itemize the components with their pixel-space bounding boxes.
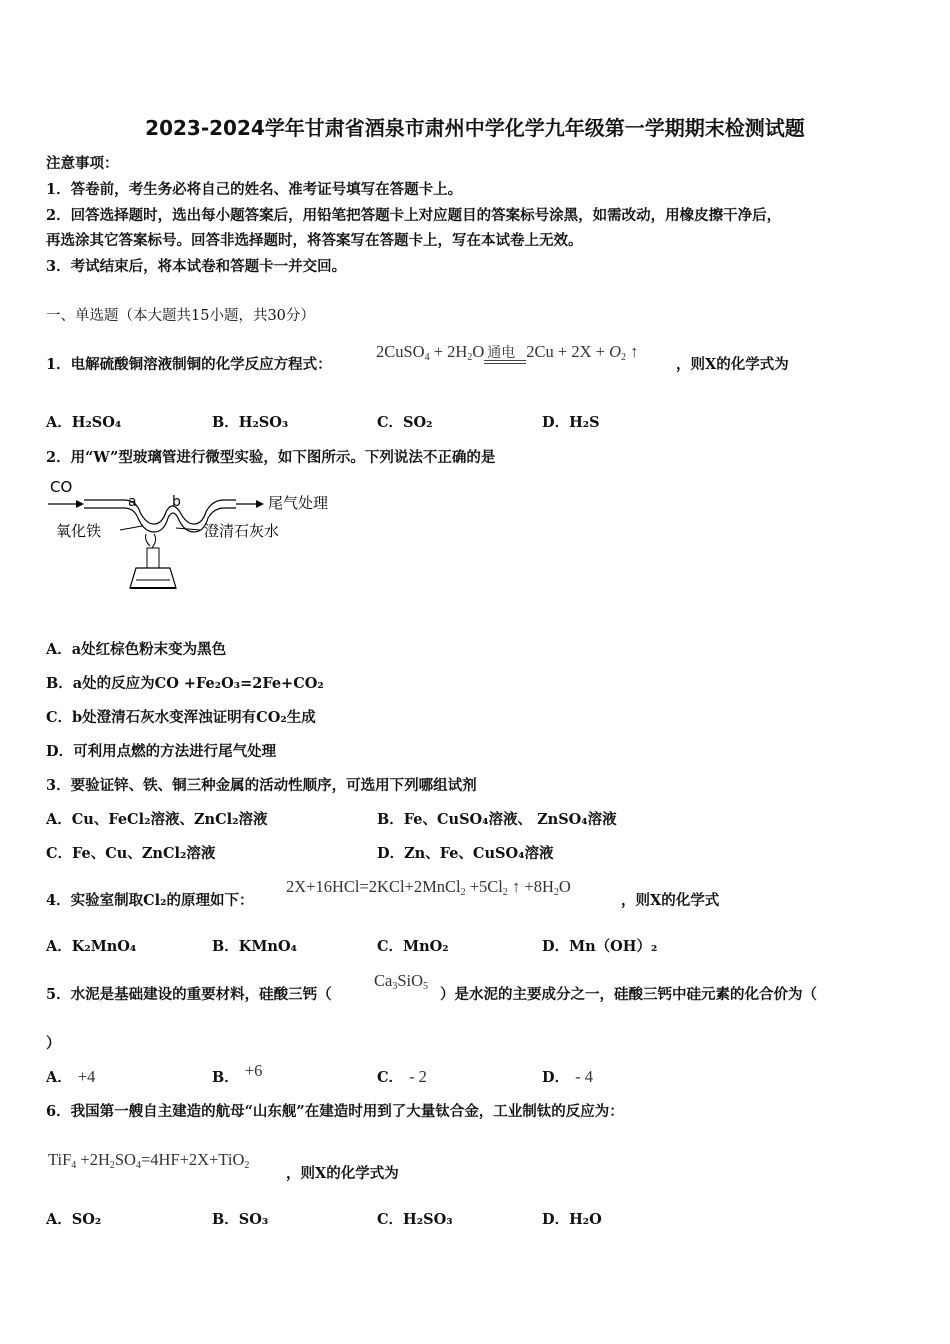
q6-option-c[interactable]: C．H₂SO₃ [377,1211,453,1228]
limewater-pointer [176,528,200,530]
q5-option-a[interactable]: A． +4 [46,1067,96,1086]
label-b: b [172,494,181,510]
q4-stem: 4．实验室制取Cl₂的原理如下： [46,892,254,909]
q4-option-a[interactable]: A．K₂MnO₄ [46,938,137,955]
section-heading: 一、单选题（本大题共15小题，共30分） [46,308,315,324]
notice-item: 2．回答选择题时，选出每小题答案后，用铅笔把答题卡上对应题目的答案标号涂黑，如需改动，用橡皮擦干净后， [46,207,782,224]
q1-tail: ，则X的化学式为 [676,356,789,373]
label-a: a [128,494,137,510]
flame-icon [146,534,156,548]
q1-option-b[interactable]: B．H₂SO₃ [212,414,289,431]
q5-option-b[interactable]: B． +6 [212,1061,263,1086]
q2-option-a[interactable]: A．a处红棕色粉末变为黑色 [46,641,227,658]
q1-option-c[interactable]: C．SO₂ [377,414,433,431]
q5-tail: ）是水泥的主要成分之一，硅酸三钙中硅元素的化合价为（ [440,986,817,1003]
q4-tail: ，则X的化学式 [621,892,720,909]
alcohol-lamp-icon [130,568,176,588]
w-tube-diagram [46,476,346,606]
iron-oxide-label: 氧化铁 [56,522,102,540]
q1-equation: 2CuSO$_4$ + $2H_2O$ 通电 $2Cu + 2X + O_2$ ↑ [376,342,639,363]
q3-option-d[interactable]: D．Zn、Fe、CuSO₄溶液 [377,845,554,862]
q6-tail: ，则X的化学式为 [286,1165,399,1182]
q2-option-d[interactable]: D．可利用点燃的方法进行尾气处理 [46,743,277,760]
q1-condition: 通电 [487,346,516,361]
notice-heading: 注意事项： [46,155,119,172]
q6-stem: 6．我国第一艘自主建造的航母“山东舰”在建造时用到了大量钛合金，工业制钛的反应为： [46,1103,624,1120]
q6-equation: $TiF_4 +2H_2SO_4=4HF+2X+TiO_2$ [48,1150,250,1171]
q5-option-d[interactable]: D． - 4 [542,1067,593,1086]
q5-option-c[interactable]: C． - 2 [377,1067,427,1086]
q2-stem: 2．用“W”型玻璃管进行微型实验，如下图所示。下列说法不正确的是 [46,449,496,466]
iron-oxide-pointer [120,526,142,530]
limewater-label: 澄清石灰水 [204,522,280,540]
q5-close: ） [46,1035,61,1052]
q4-option-d[interactable]: D．Mn（OH）₂ [542,938,658,955]
q2-option-c[interactable]: C．b处澄清石灰水变浑浊证明有CO₂生成 [46,709,316,726]
co-label: CO [50,478,73,496]
q6-option-d[interactable]: D．H₂O [542,1211,602,1228]
burner-wick [147,548,159,568]
q3-option-b[interactable]: B．Fe、CuSO₄溶液、 ZnSO₄溶液 [377,811,617,828]
q5-stem: 5．水泥是基础建设的重要材料，硅酸三钙（ [46,986,332,1003]
q3-option-c[interactable]: C．Fe、Cu、ZnCl₂溶液 [46,845,216,862]
q4-option-b[interactable]: B．KMnO₄ [212,938,297,955]
q2-option-b[interactable]: B．a处的反应为CO +Fe₂O₃=2Fe+CO₂ [46,675,324,692]
notice-item: 3．考试结束后，将本试卷和答题卡一并交回。 [46,258,347,275]
q3-option-a[interactable]: A．Cu、FeCl₂溶液、ZnCl₂溶液 [46,811,268,828]
inlet-arrow-head [76,500,84,508]
q3-stem: 3．要验证锌、铁、铜三种金属的活动性顺序，可选用下列哪组试剂 [46,777,477,794]
outlet-arrow-head [256,500,264,508]
q4-option-c[interactable]: C．MnO₂ [377,938,449,955]
tail-gas-label: 尾气处理 [268,494,329,512]
q1-option-d[interactable]: D．H₂S [542,414,600,431]
q6-option-b[interactable]: B．SO₃ [212,1211,269,1228]
q4-equation: 2X+16HCl=2KCl+2MnCl$_2$ $+5Cl_2$ ↑ $+8H_2O$ [286,877,571,898]
page-title: 2023-2024学年甘肃省酒泉市肃州中学化学九年级第一学期期末检测试题 [145,116,805,140]
notice-item: 1．答卷前，考生务必将自己的姓名、准考证号填写在答题卡上。 [46,181,463,198]
q6-option-a[interactable]: A．SO₂ [46,1211,102,1228]
notice-item: 再选涂其它答案标号。回答非选择题时，将答案写在答题卡上，写在本试卷上无效。 [46,232,583,249]
q1-option-a[interactable]: A．H₂SO₄ [46,414,122,431]
q1-stem: 1．电解硫酸铜溶液制铜的化学反应方程式： [46,356,332,373]
q5-formula: $Ca_3SiO_5$ [374,971,429,992]
